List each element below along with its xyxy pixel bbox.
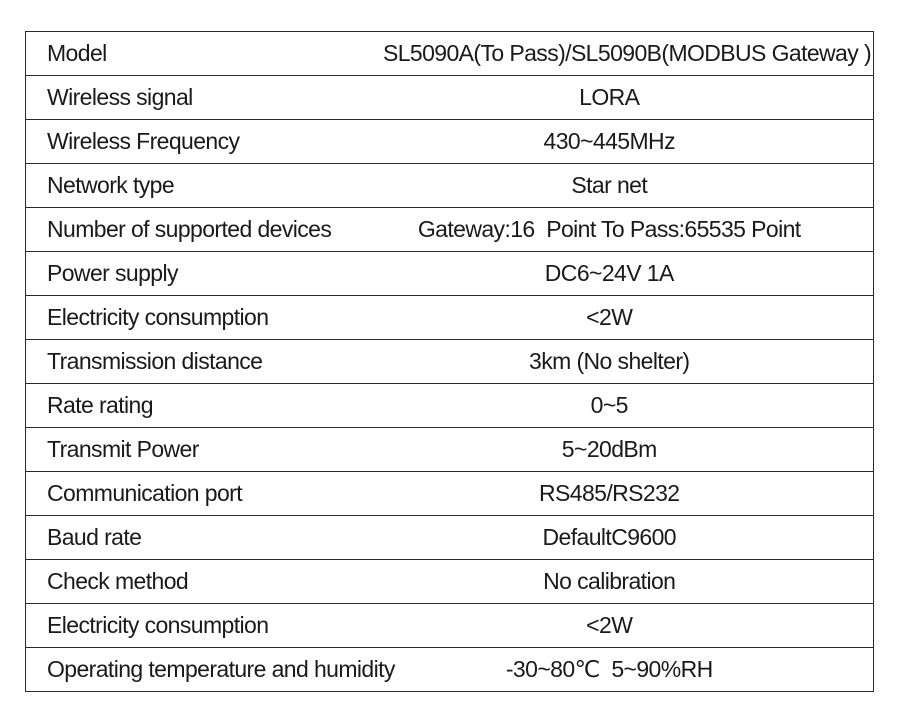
table-row — [26, 428, 874, 472]
spec-label-electricity-consumption-2: Electricity consumption — [26, 604, 346, 648]
spec-label-wireless-signal: Wireless signal — [26, 76, 346, 120]
spec-value-electricity-consumption-2: <2W — [346, 604, 874, 648]
spec-label-power-supply: Power supply — [26, 252, 346, 296]
spec-label-electricity-consumption: Electricity consumption — [26, 296, 346, 340]
spec-label-communication-port: Communication port — [26, 472, 346, 516]
table-row — [26, 384, 874, 428]
table-row — [26, 208, 874, 252]
spec-value-transmission-distance: 3km (No shelter) — [346, 340, 874, 384]
table-row — [26, 340, 874, 384]
spec-value-operating-temp-humidity: -30~80℃ 5~90%RH — [346, 648, 874, 692]
table-row — [26, 648, 874, 692]
spec-value-electricity-consumption: <2W — [346, 296, 874, 340]
spec-label-transmission-distance: Transmission distance — [26, 340, 346, 384]
spec-value-wireless-signal: LORA — [346, 76, 874, 120]
spec-value-supported-devices: Gateway:16 Point To Pass:65535 Point — [346, 208, 874, 252]
table-row — [26, 516, 874, 560]
spec-value-wireless-frequency: 430~445MHz — [346, 120, 874, 164]
spec-table — [25, 31, 874, 692]
table-row — [26, 76, 874, 120]
spec-value-network-type: Star net — [346, 164, 874, 208]
spec-label-check-method: Check method — [26, 560, 346, 604]
spec-label-baud-rate: Baud rate — [26, 516, 346, 560]
spec-value-communication-port: RS485/RS232 — [346, 472, 874, 516]
spec-label-model: Model — [26, 32, 346, 76]
spec-value-rate-rating: 0~5 — [346, 384, 874, 428]
spec-label-wireless-frequency: Wireless Frequency — [26, 120, 346, 164]
table-row — [26, 252, 874, 296]
spec-label-transmit-power: Transmit Power — [26, 428, 346, 472]
spec-label-network-type: Network type — [26, 164, 346, 208]
spec-value-power-supply: DC6~24V 1A — [346, 252, 874, 296]
spec-value-model: SL5090A(To Pass)/SL5090B(MODBUS Gateway ) — [346, 32, 874, 76]
table-row — [26, 32, 874, 76]
spec-value-transmit-power: 5~20dBm — [346, 428, 874, 472]
table-row — [26, 472, 874, 516]
spec-label-supported-devices: Number of supported devices — [26, 208, 346, 252]
table-row — [26, 296, 874, 340]
spec-value-baud-rate: DefaultC9600 — [346, 516, 874, 560]
table-row — [26, 164, 874, 208]
spec-label-operating-temp-humidity: Operating temperature and humidity — [26, 648, 346, 692]
table-row — [26, 560, 874, 604]
table-row — [26, 120, 874, 164]
spec-value-check-method: No calibration — [346, 560, 874, 604]
table-row — [26, 604, 874, 648]
spec-label-rate-rating: Rate rating — [26, 384, 346, 428]
